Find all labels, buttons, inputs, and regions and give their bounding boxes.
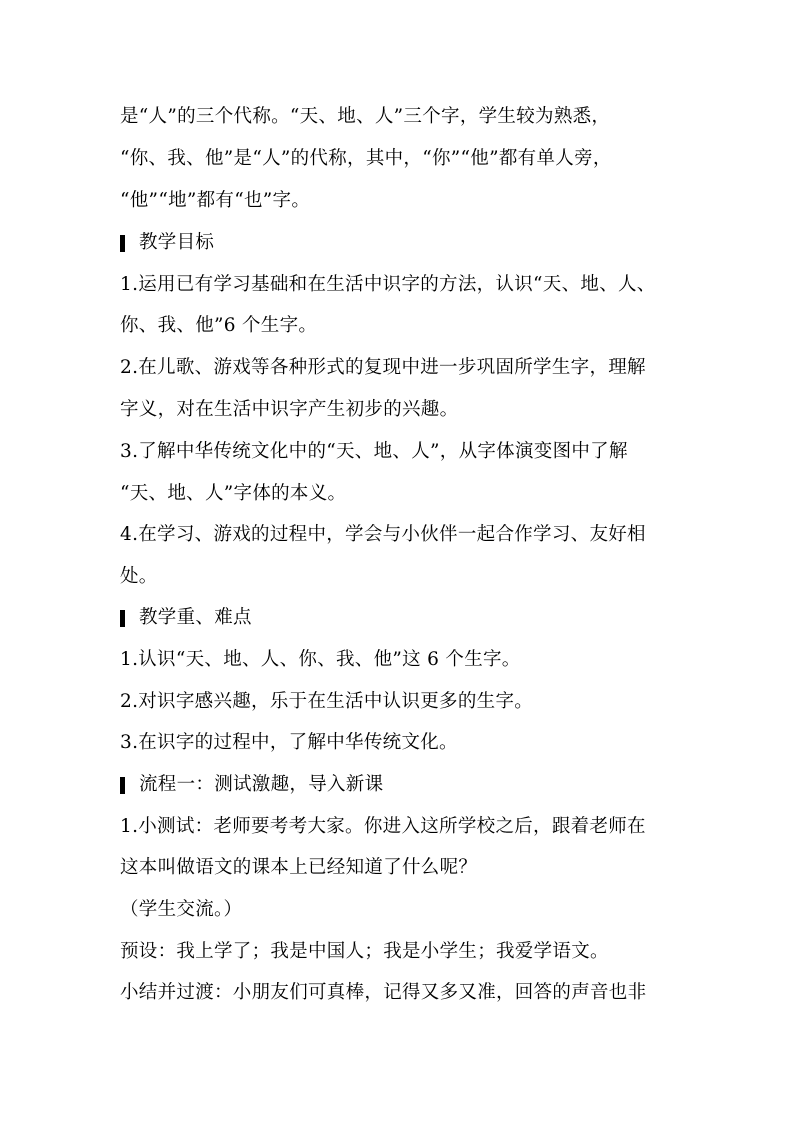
heading-bar-icon bbox=[120, 777, 125, 794]
heading-bar-icon bbox=[120, 235, 125, 252]
section-heading-key-points-text: 教学重、难点 bbox=[139, 607, 252, 628]
process-1-item-1-line-1: 1.小测试：老师要考考大家。你进入这所学校之后，跟着老师在 bbox=[120, 816, 646, 837]
goal-4-line-1: 4.在学习、游戏的过程中，学会与小伙伴一起合作学习、友好相 bbox=[120, 524, 646, 545]
key-point-1: 1.认识“天、地、人、你、我、他”这 6 个生字。 bbox=[120, 649, 521, 670]
goal-3-line-2: “天、地、人”字体的本义。 bbox=[120, 483, 347, 504]
key-point-2: 2.对识字感兴趣，乐于在生活中认识更多的生字。 bbox=[120, 691, 534, 712]
goal-1-line-2: 你、我、他”6 个生字。 bbox=[120, 315, 318, 336]
key-point-3: 3.在识字的过程中，了解中华传统文化。 bbox=[120, 732, 458, 753]
section-heading-goals bbox=[120, 231, 680, 255]
goal-1-line-1: 1.运用已有学习基础和在生活中识字的方法，认识“天、地、人、 bbox=[120, 274, 656, 295]
intro-line-2: “你、我、他”是“人”的代称，其中，“你”“他”都有单人旁， bbox=[120, 148, 612, 169]
section-heading-goals-text: 教学目标 bbox=[139, 232, 215, 253]
goal-4-line-2: 处。 bbox=[120, 566, 158, 587]
process-1-preset: 预设：我上学了；我是中国人；我是小学生；我爱学语文。 bbox=[120, 941, 609, 962]
goal-2-line-2: 字义，对在生活中识字产生初步的兴趣。 bbox=[120, 399, 459, 420]
section-heading-process-1 bbox=[120, 773, 680, 797]
goal-3-line-1: 3.了解中华传统文化中的“天、地、人”，从字体演变图中了解 bbox=[120, 441, 628, 462]
goal-2-line-1: 2.在儿歌、游戏等各种形式的复现中进一步巩固所学生字，理解 bbox=[120, 357, 646, 378]
process-1-exchange: （学生交流。） bbox=[120, 899, 243, 920]
process-1-item-1-line-2: 这本叫做语文的课本上已经知道了什么呢？ bbox=[120, 857, 478, 878]
intro-line-3: “他”“地”都有“也”字。 bbox=[120, 190, 311, 211]
process-1-summary: 小结并过渡：小朋友们可真棒，记得又多又准，回答的声音也非 bbox=[120, 982, 647, 1003]
section-heading-key-points bbox=[120, 606, 680, 630]
section-heading-process-1-text: 流程一：测试激趣，导入新课 bbox=[139, 774, 384, 795]
intro-line-1: 是“人”的三个代称。“天、地、人”三个字，学生较为熟悉， bbox=[120, 106, 611, 127]
heading-bar-icon bbox=[120, 610, 125, 627]
